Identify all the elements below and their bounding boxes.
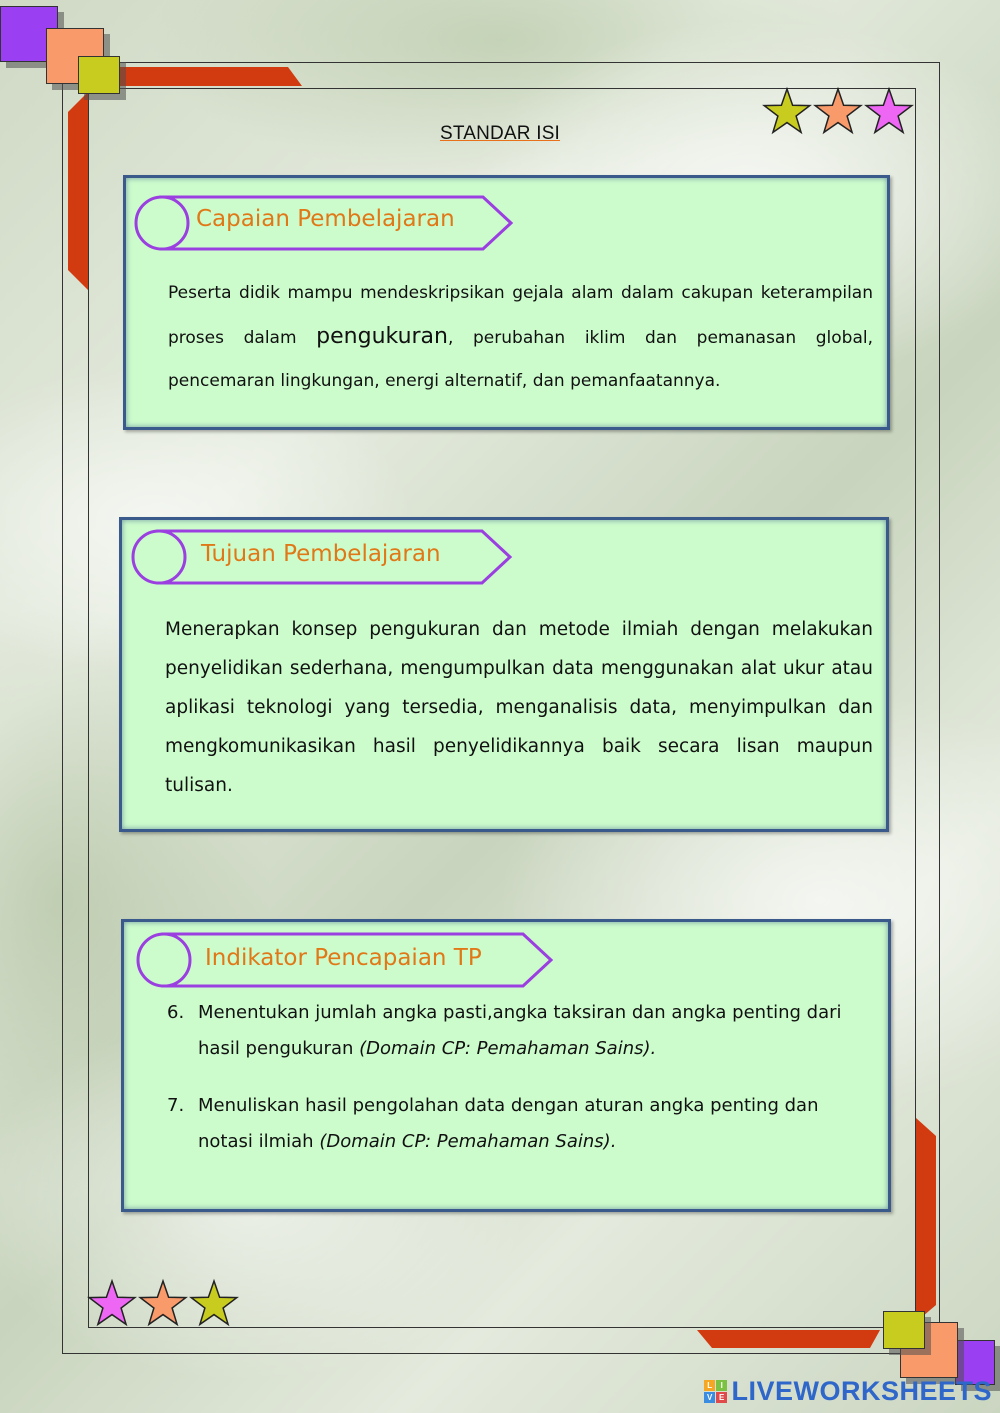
- tag-circle-icon: [133, 531, 185, 583]
- star-salmon-icon: [140, 1281, 186, 1324]
- indikator-item-domain: (Domain CP: Pemahaman Sains).: [319, 1131, 617, 1152]
- indikator-item-text: Menentukan jumlah angka pasti,angka taksiran dan angka penting dari hasil pengukuran: [198, 1002, 842, 1059]
- indikator-item-text: Menuliskan hasil pengolahan data dengan aturan angka penting dan notasi ilmiah: [198, 1095, 819, 1152]
- left-red-bar: [68, 92, 88, 290]
- capaian-text-after: , perubahan iklim dan pemanasan global, pencemaran lingkungan, energi alternatif, dan pemanfaatannya.: [168, 328, 873, 391]
- liveworksheets-logo[interactable]: [704, 1376, 992, 1407]
- star-olive-icon: [191, 1281, 237, 1324]
- page-title: STANDAR ISI: [439, 123, 561, 144]
- logo-grid-icon: L I V E: [704, 1380, 727, 1403]
- indikator-heading: Indikator Pencapaian TP: [205, 945, 482, 971]
- indikator-item-body: [198, 1088, 867, 1160]
- indikator-item: [167, 995, 867, 1075]
- indikator-item-body: [198, 995, 867, 1067]
- indikator-item-number: 6.: [167, 1002, 185, 1023]
- tag-circle-icon: [138, 934, 190, 986]
- corner-square-olive: [78, 56, 120, 94]
- capaian-text: [168, 272, 873, 403]
- right-red-bar: [916, 1118, 936, 1322]
- indikator-item-domain: (Domain CP: Pemahaman Sains).: [359, 1038, 657, 1059]
- star-pink-icon: [89, 1281, 135, 1324]
- indikator-item: [167, 1088, 867, 1168]
- corner-square-olive-br: [883, 1311, 925, 1349]
- capaian-heading: Capaian Pembelajaran: [196, 206, 455, 232]
- bottom-stars: [86, 1278, 246, 1330]
- indikator-item-number: 7.: [167, 1095, 185, 1116]
- tujuan-heading: Tujuan Pembelajaran: [201, 541, 441, 567]
- tujuan-text: Menerapkan konsep pengukuran dan metode ilmiah dengan melakukan penyelidikan sederhana, mengumpulkan data menggunakan alat ukur atau aplikasi teknologi yang tersedia, menganalisis data, menyimpulkan dan mengkomunikasikan hasil penyelidikannya baik secara lisan maupun tulisan.: [165, 619, 873, 796]
- bottom-red-bar: [697, 1330, 880, 1348]
- tag-circle-icon: [136, 197, 188, 249]
- top-red-bar: [108, 67, 302, 86]
- capaian-highlight: pengukuran: [316, 324, 448, 349]
- logo-text: LIVEWORKSHEETS: [731, 1376, 992, 1406]
- capaian-text-before: Peserta didik mampu mendeskripsikan gejala alam dalam cakupan keterampilan proses dalam: [168, 283, 873, 348]
